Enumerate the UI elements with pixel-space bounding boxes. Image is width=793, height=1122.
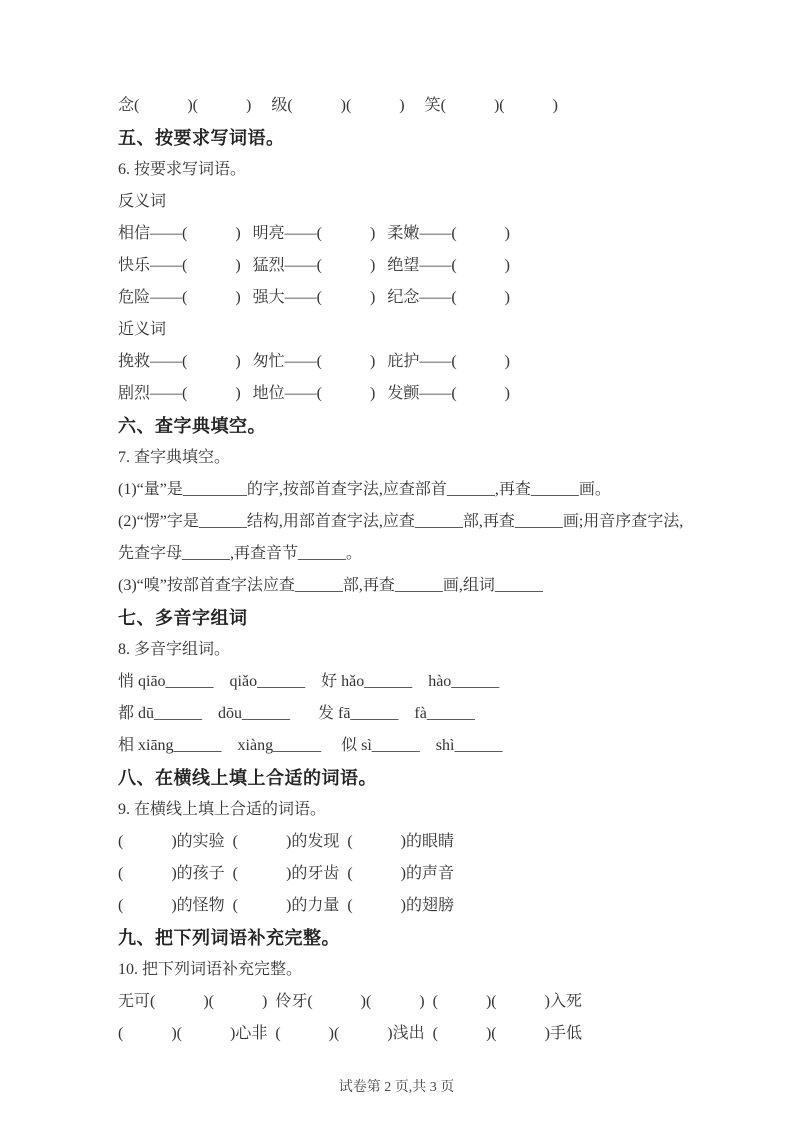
polyphone-row-3: 相 xiāng______ xiàng______ 似 sì______ shì______ <box>118 737 503 754</box>
section-six-heading: 六、查字典填空。 <box>118 416 266 436</box>
antonyms-label: 反义词 <box>118 193 167 210</box>
polyphone-row-1: 悄 qiāo______ qiǎo______ 好 hǎo______ hào______ <box>118 673 500 690</box>
section-eight-heading: 八、在横线上填上合适的词语。 <box>118 768 377 788</box>
section-five-heading: 五、按要求写词语。 <box>118 128 285 148</box>
question-7: 7. 查字典填空。 <box>118 449 231 466</box>
question-9: 9. 在横线上填上合适的词语。 <box>118 801 327 818</box>
dictionary-item-2: (2)“愣”字是______结构,用部首查字法,应查______部,再查______画;用音序查字法, <box>118 513 684 530</box>
idiom-row-1: 无可( )( ) 伶牙( )( ) ( )( )入死 <box>118 993 582 1010</box>
synonym-row-2: 剧烈——( ) 地位——( ) 发颤——( ) <box>118 385 510 402</box>
dictionary-item-3: (3)“嗅”按部首查字法应查______部,再查______画,组词______ <box>118 577 543 594</box>
antonym-row-2: 快乐——( ) 猛烈——( ) 绝望——( ) <box>118 257 510 274</box>
phrase-row-3: ( )的怪物 ( )的力量 ( )的翅膀 <box>118 897 454 914</box>
section-seven-polyphones <box>118 602 723 762</box>
section-seven-heading: 七、多音字组词 <box>118 608 248 628</box>
section-nine-complete-idioms <box>118 922 723 1050</box>
polyphone-row-2: 都 dū______ dōu______ 发 fā______ fà______ <box>118 705 475 722</box>
section-nine-heading: 九、把下列词语补充完整。 <box>118 928 340 948</box>
section-six-dictionary <box>118 410 723 602</box>
synonym-row-1: 挽救——( ) 匆忙——( ) 庇护——( ) <box>118 353 510 370</box>
dictionary-item-1: (1)“量”是________的字,按部首查字法,应查部首______,再查______画。 <box>118 481 611 498</box>
section-five-write-words <box>118 122 723 410</box>
fill-blank-line-word-groups: 念( )( ) 级( )( ) 笑( )( ) <box>118 97 558 114</box>
section-eight-suitable-words <box>118 762 723 922</box>
page-number-footer: 试卷第 2 页,共 3 页 <box>338 1080 455 1095</box>
dictionary-item-2-continued: 先查字母______,再查音节______。 <box>118 545 363 562</box>
question-8: 8. 多音字组词。 <box>118 641 231 658</box>
question-6: 6. 按要求写词语。 <box>118 161 247 178</box>
idiom-row-2: ( )( )心非 ( )( )浅出 ( )( )手低 <box>118 1025 582 1042</box>
question-10: 10. 把下列词语补充完整。 <box>118 961 303 978</box>
phrase-row-2: ( )的孩子 ( )的牙齿 ( )的声音 <box>118 865 454 882</box>
phrase-row-1: ( )的实验 ( )的发现 ( )的眼睛 <box>118 833 454 850</box>
synonyms-label: 近义词 <box>118 321 167 338</box>
antonym-row-1: 相信——( ) 明亮——( ) 柔嫩——( ) <box>118 225 510 242</box>
antonym-row-3: 危险——( ) 强大——( ) 纪念——( ) <box>118 289 510 306</box>
